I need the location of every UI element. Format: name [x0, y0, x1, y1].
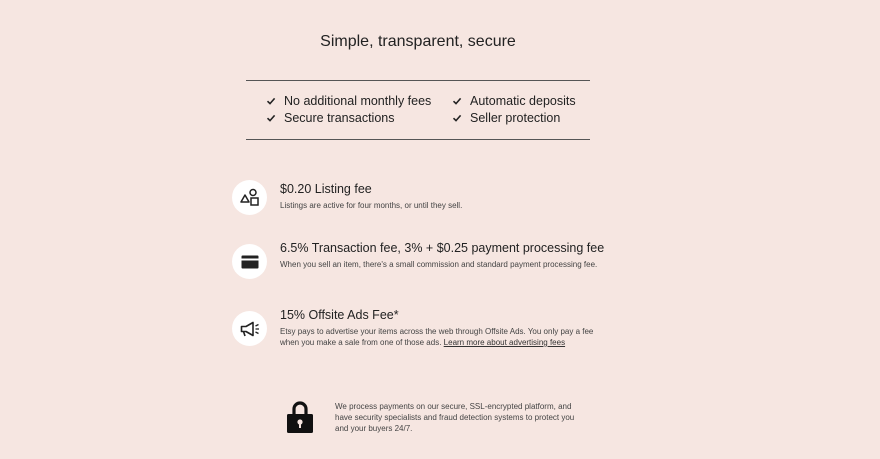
- divider-bottom: [246, 139, 590, 140]
- fee-description: Listings are active for four months, or until they sell.: [280, 201, 463, 210]
- check-icon: [452, 96, 462, 106]
- security-note: [285, 397, 585, 437]
- feature-item: [452, 111, 560, 125]
- security-text: We process payments on our secure, SSL-encrypted platform, and have security specialists and fraud detection systems to protect you and your buyers 24/7.: [335, 402, 575, 433]
- fee-title: 15% Offsite Ads Fee*: [280, 308, 399, 322]
- megaphone-icon: [232, 311, 267, 346]
- fee-title: $0.20 Listing fee: [280, 182, 372, 196]
- fee-offsite-ads: [232, 308, 612, 351]
- divider-top: [246, 80, 590, 81]
- feature-item: [266, 111, 394, 125]
- fee-transaction: [232, 241, 612, 284]
- feature-label: Seller protection: [470, 111, 561, 125]
- check-icon: [266, 96, 276, 106]
- page-title: Simple, transparent, secure: [320, 33, 516, 50]
- feature-label: No additional monthly fees: [284, 94, 432, 108]
- fee-listing: [232, 180, 612, 220]
- feature-label: Automatic deposits: [470, 94, 576, 108]
- check-icon: [452, 113, 462, 123]
- feature-item: [266, 94, 431, 108]
- fee-description: [280, 326, 610, 348]
- credit-card-icon: [232, 244, 267, 279]
- lock-icon: [285, 400, 315, 434]
- shapes-icon: [232, 180, 267, 215]
- fee-description-text: Etsy pays to advertise your items across the web through Offsite Ads. You only pay a fee when you make a sale from one of those ads.: [280, 327, 594, 347]
- feature-label: Secure transactions: [284, 111, 395, 125]
- feature-item: [452, 94, 576, 108]
- fee-description: When you sell an item, there's a small commission and standard payment processing fee.: [280, 260, 598, 269]
- advertising-fees-link[interactable]: Learn more about advertising fees: [443, 338, 566, 347]
- fee-title: 6.5% Transaction fee, 3% + $0.25 payment processing fee: [280, 241, 605, 255]
- check-icon: [266, 113, 276, 123]
